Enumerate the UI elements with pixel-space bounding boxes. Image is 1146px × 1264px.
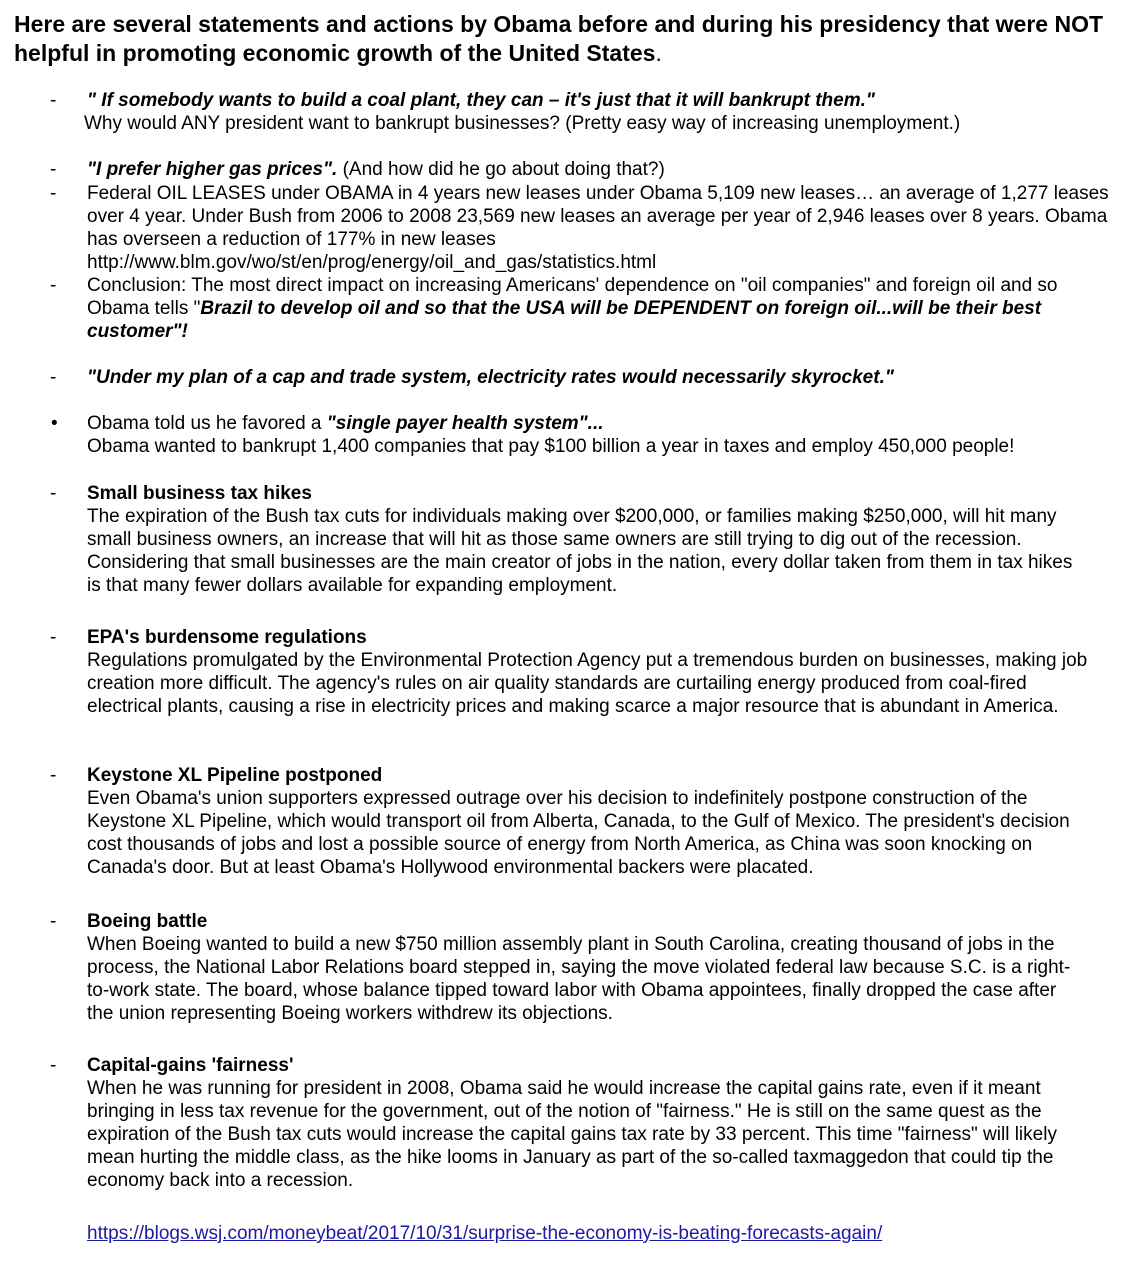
item-text-block xyxy=(87,182,1117,274)
source-link[interactable]: https://blogs.wsj.com/moneybeat/2017/10/31/surprise-the-economy-is-beating-forecasts-again/ xyxy=(87,1223,883,1244)
item-section xyxy=(87,910,1087,1025)
bullet-dash: - xyxy=(50,183,57,204)
bullet-dash: - xyxy=(50,275,57,296)
item-quote: "single payer health system"... xyxy=(326,413,604,434)
bullet-dash: - xyxy=(50,911,57,932)
item-quote: "I prefer higher gas prices". xyxy=(87,159,338,180)
bullet-dash: - xyxy=(50,627,57,648)
item-comment: Why would ANY president want to bankrupt businesses? (Pretty easy way of increasing unemployment.) xyxy=(84,113,961,134)
item-line xyxy=(87,158,1127,181)
item-section xyxy=(87,1054,1097,1192)
item-text: Even Obama's union supporters expressed outrage over his decision to indefinitely postpone construction of the Keystone XL Pipeline, which would transport oil from Alberta, Canada, to the Gulf of Mexico. The president's decision cost thousands of jobs and lost a possible source of energy from North America, as China was soon knocking on Canada's door. But at least Obama's Hollywood environmental backers were placated. xyxy=(87,788,1070,878)
item-text-block xyxy=(87,412,1127,458)
item-quote: Brazil to develop oil and so that the USA will be DEPENDENT on foreign oil...will be their best customer"! xyxy=(87,298,1042,342)
bullet-dot: • xyxy=(51,413,58,434)
item-section xyxy=(87,764,1087,879)
bullet-dash: - xyxy=(50,483,57,504)
item-text: When he was running for president in 2008, Obama said he would increase the capital gains rate, even if it meant bringing in less tax revenue for the government, out of the notion of "fairness." He is still on the same quest as the expiration of the Bush tax cuts would increase the capital gains tax rate by 33 percent. This time "fairness" will likely mean hurting the middle class, as the hike looms in January as part of the so-called taxmaggedon that could tip the economy back into a recession. xyxy=(87,1078,1057,1191)
item-text: Conclusion: The most direct impact on increasing Americans' dependence on "oil companies" and foreign oil and so Obama tells " xyxy=(87,275,1058,319)
title-text: Here are several statements and actions by Obama before and during his presidency that were NOT helpful in promoting economic growth of the United States xyxy=(14,11,1104,66)
item-text-block xyxy=(87,274,1097,343)
bullet-dash: - xyxy=(50,159,57,180)
item-text: Federal OIL LEASES under OBAMA in 4 years new leases under Obama 5,109 new leases… an average of 1,277 leases over 4 year. Under Bush from 2006 to 2008 23,569 new leases an average per year of 2,946 leases over 8 years. Obama has overseen a reduction of 177% in new leases xyxy=(87,183,1109,250)
item-url: http://www.blm.gov/wo/st/en/prog/energy/oil_and_gas/statistics.html xyxy=(87,252,657,273)
item-heading: Capital-gains 'fairness' xyxy=(87,1055,294,1076)
item-section xyxy=(87,626,1097,718)
item-heading: Keystone XL Pipeline postponed xyxy=(87,765,383,786)
item-heading: Small business tax hikes xyxy=(87,483,312,504)
item-comment: Obama wanted to bankrupt 1,400 companies that pay $100 billion a year in taxes and employ 450,000 people! xyxy=(87,436,1015,457)
bullet-dash: - xyxy=(50,90,57,111)
bullet-dash: - xyxy=(50,765,57,786)
item-quote: " If somebody wants to build a coal plant, they can – it's just that it will bankrupt them." xyxy=(87,90,875,111)
bullet-dash: - xyxy=(50,1055,57,1076)
item-heading: Boeing battle xyxy=(87,911,208,932)
item-text: The expiration of the Bush tax cuts for individuals making over $200,000, or families making $250,000, will hit many small business owners, an increase that will hit as those same owners are still trying to dig out of the recession. Considering that small businesses are the main creator of jobs in the nation, every dollar taken from them in tax hikes is that many fewer dollars available for expanding employment. xyxy=(87,506,1073,596)
item-text: When Boeing wanted to build a new $750 million assembly plant in South Carolina, creating thousand of jobs in the process, the National Labor Relations board stepped in, saying the move violated federal law because S.C. is a right-to-work state. The board, whose balance tipped toward labor with Obama appointees, finally dropped the case after the union representing Boeing workers withdrew its objections. xyxy=(87,934,1071,1024)
item-lead: Obama told us he favored a xyxy=(87,413,327,434)
item-text: Regulations promulgated by the Environmental Protection Agency put a tremendous burden on businesses, making job creation more difficult. The agency's rules on air quality standards are curtailing energy produced from coal-fired electrical plants, causing a rise in electricity prices and making scarce a major resource that is abundant in America. xyxy=(87,650,1088,717)
page-title xyxy=(14,10,1134,68)
bullet-dash: - xyxy=(50,367,57,388)
item-heading: EPA's burdensome regulations xyxy=(87,627,367,648)
item-quote: "Under my plan of a cap and trade system, electricity rates would necessarily skyrocket." xyxy=(87,367,894,388)
title-period: . xyxy=(655,40,662,66)
item-comment: (And how did he go about doing that?) xyxy=(337,159,665,180)
item-section xyxy=(87,482,1087,597)
